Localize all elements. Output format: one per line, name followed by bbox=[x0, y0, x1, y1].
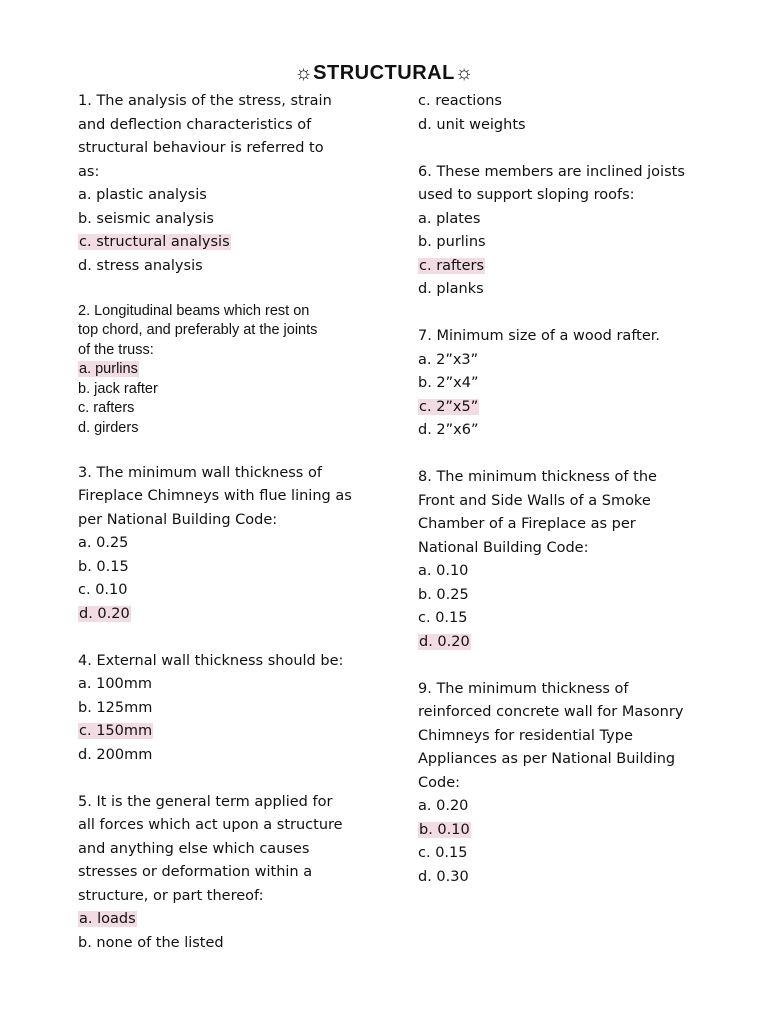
text-line bbox=[78, 579, 368, 603]
line-text: Appliances as per National Building bbox=[418, 751, 676, 767]
line-text: a. 2”x3” bbox=[418, 351, 479, 368]
text-line bbox=[78, 885, 368, 909]
line-text: Chimneys for residential Type bbox=[418, 727, 633, 744]
line-text: b. jack rafter bbox=[78, 380, 158, 397]
line-text: c. 150mm bbox=[79, 723, 153, 739]
line-text: a. plastic analysis bbox=[78, 187, 207, 203]
text-line bbox=[78, 838, 368, 862]
text-line bbox=[78, 556, 368, 580]
text-line bbox=[78, 380, 368, 400]
line-text: d. unit weights bbox=[418, 116, 526, 133]
line-text: c. reactions bbox=[418, 93, 502, 109]
text-line bbox=[78, 419, 368, 439]
line-text: d. 0.30 bbox=[418, 868, 469, 885]
text-line bbox=[78, 137, 368, 161]
line-text: a. 0.10 bbox=[418, 563, 469, 579]
line-text: b. 0.25 bbox=[418, 586, 469, 603]
line-text: d. girders bbox=[78, 419, 139, 436]
line-text: d. planks bbox=[418, 281, 484, 297]
text-line bbox=[78, 861, 368, 885]
line-text: b. 125mm bbox=[78, 699, 153, 716]
line-text: b. none of the listed bbox=[78, 934, 224, 951]
highlighted-answer bbox=[78, 908, 368, 932]
text-line bbox=[418, 161, 718, 185]
highlighted-answer bbox=[418, 255, 718, 279]
right-column bbox=[418, 90, 718, 889]
line-text: 5. It is the general term applied for bbox=[78, 793, 333, 810]
line-text: a. loads bbox=[79, 911, 136, 927]
text-line bbox=[78, 791, 368, 815]
text-line bbox=[418, 607, 718, 631]
text-line bbox=[418, 184, 718, 208]
line-text: Code: bbox=[418, 774, 461, 791]
text-line bbox=[418, 349, 718, 373]
line-text: 3. The minimum wall thickness of bbox=[78, 464, 322, 481]
text-line bbox=[78, 697, 368, 721]
line-text: d. 0.20 bbox=[419, 633, 470, 650]
spacer bbox=[418, 443, 718, 467]
line-text: Fireplace Chimneys with flue lining as bbox=[78, 488, 352, 504]
text-line bbox=[78, 341, 368, 361]
highlighted-answer bbox=[78, 360, 368, 380]
text-line bbox=[418, 725, 718, 749]
line-text: Front and Side Walls of a Smoke bbox=[418, 492, 651, 509]
text-line bbox=[78, 321, 368, 341]
line-text: structural behaviour is referred to bbox=[78, 140, 324, 156]
text-line bbox=[418, 325, 718, 349]
text-line bbox=[78, 650, 368, 674]
line-text: stresses or deformation within a bbox=[78, 864, 313, 880]
line-text: and deflection characteristics of bbox=[78, 116, 312, 133]
text-line bbox=[418, 866, 718, 890]
text-line bbox=[418, 490, 718, 514]
text-line bbox=[418, 278, 718, 302]
line-text: 1. The analysis of the stress, strain bbox=[78, 93, 332, 109]
line-text: as: bbox=[78, 163, 100, 180]
text-line bbox=[418, 114, 718, 138]
text-line bbox=[78, 255, 368, 279]
line-text: National Building Code: bbox=[418, 539, 589, 556]
line-text: d. stress analysis bbox=[78, 257, 203, 274]
line-text: 4. External wall thickness should be: bbox=[78, 652, 344, 669]
line-text: c. 0.15 bbox=[418, 610, 468, 626]
text-line bbox=[78, 399, 368, 419]
page-title: ☼STRUCTURAL☼ bbox=[294, 62, 474, 84]
text-line bbox=[78, 462, 368, 486]
spacer bbox=[78, 626, 368, 650]
highlighted-answer bbox=[78, 231, 368, 255]
text-line bbox=[418, 772, 718, 796]
text-line bbox=[78, 509, 368, 533]
line-text: a. 0.25 bbox=[78, 535, 129, 551]
text-line bbox=[418, 701, 718, 725]
line-text: b. 2”x4” bbox=[418, 375, 479, 391]
highlighted-answer bbox=[78, 603, 368, 627]
text-line bbox=[78, 114, 368, 138]
line-text: d. 0.20 bbox=[79, 605, 130, 622]
line-text: a. plates bbox=[418, 210, 481, 227]
line-text: a. 0.20 bbox=[418, 798, 469, 814]
line-text: b. purlins bbox=[418, 234, 486, 250]
highlighted-answer bbox=[418, 819, 718, 843]
text-line bbox=[418, 90, 718, 114]
spacer bbox=[418, 302, 718, 326]
line-text: top chord, and preferably at the joints bbox=[78, 322, 318, 338]
text-line bbox=[78, 208, 368, 232]
line-text: c. 0.10 bbox=[78, 582, 128, 598]
line-text: and anything else which causes bbox=[78, 840, 310, 857]
line-text: b. 0.10 bbox=[419, 821, 470, 838]
spacer bbox=[78, 438, 368, 462]
text-line bbox=[418, 231, 718, 255]
text-line bbox=[418, 419, 718, 443]
line-text: of the truss: bbox=[78, 341, 154, 358]
line-text: 6. These members are inclined joists bbox=[418, 163, 685, 180]
text-line bbox=[418, 372, 718, 396]
line-text: 9. The minimum thickness of bbox=[418, 680, 629, 697]
line-text: c. 0.15 bbox=[418, 845, 468, 861]
line-text: 2. Longitudinal beams which rest on bbox=[78, 302, 310, 319]
spacer bbox=[418, 654, 718, 678]
line-text: c. 2”x5” bbox=[419, 398, 479, 415]
line-text: c. rafters bbox=[78, 400, 135, 416]
line-text: d. 2”x6” bbox=[418, 422, 479, 438]
highlighted-answer bbox=[418, 631, 718, 655]
text-line bbox=[418, 208, 718, 232]
text-line bbox=[418, 842, 718, 866]
text-line bbox=[78, 184, 368, 208]
line-text: a. purlins bbox=[79, 361, 138, 377]
line-text: a. 100mm bbox=[78, 676, 153, 692]
text-line bbox=[418, 584, 718, 608]
line-text: b. seismic analysis bbox=[78, 210, 214, 227]
spacer bbox=[418, 137, 718, 161]
line-text: reinforced concrete wall for Masonry bbox=[418, 704, 684, 720]
spacer bbox=[78, 278, 368, 302]
text-line bbox=[78, 744, 368, 768]
text-line bbox=[418, 537, 718, 561]
highlighted-answer bbox=[78, 720, 368, 744]
line-text: 7. Minimum size of a wood rafter. bbox=[418, 328, 661, 344]
text-line bbox=[418, 678, 718, 702]
text-line bbox=[78, 485, 368, 509]
line-text: all forces which act upon a structure bbox=[78, 817, 343, 833]
text-line bbox=[418, 795, 718, 819]
text-line bbox=[418, 748, 718, 772]
spacer bbox=[78, 767, 368, 791]
line-text: c. structural analysis bbox=[79, 234, 230, 250]
line-text: Chamber of a Fireplace as per bbox=[418, 516, 636, 532]
line-text: d. 200mm bbox=[78, 746, 153, 763]
text-line bbox=[78, 302, 368, 322]
text-line bbox=[78, 90, 368, 114]
line-text: per National Building Code: bbox=[78, 511, 278, 528]
line-text: used to support sloping roofs: bbox=[418, 187, 635, 203]
text-line bbox=[78, 932, 368, 956]
line-text: 8. The minimum thickness of the bbox=[418, 469, 657, 485]
text-line bbox=[78, 532, 368, 556]
line-text: structure, or part thereof: bbox=[78, 887, 264, 904]
highlighted-answer bbox=[418, 396, 718, 420]
left-column bbox=[78, 90, 368, 955]
text-line bbox=[418, 466, 718, 490]
text-line bbox=[418, 560, 718, 584]
text-line bbox=[78, 673, 368, 697]
text-line bbox=[78, 814, 368, 838]
line-text: b. 0.15 bbox=[78, 558, 129, 575]
text-line bbox=[418, 513, 718, 537]
text-line bbox=[78, 161, 368, 185]
line-text: c. rafters bbox=[419, 257, 485, 274]
